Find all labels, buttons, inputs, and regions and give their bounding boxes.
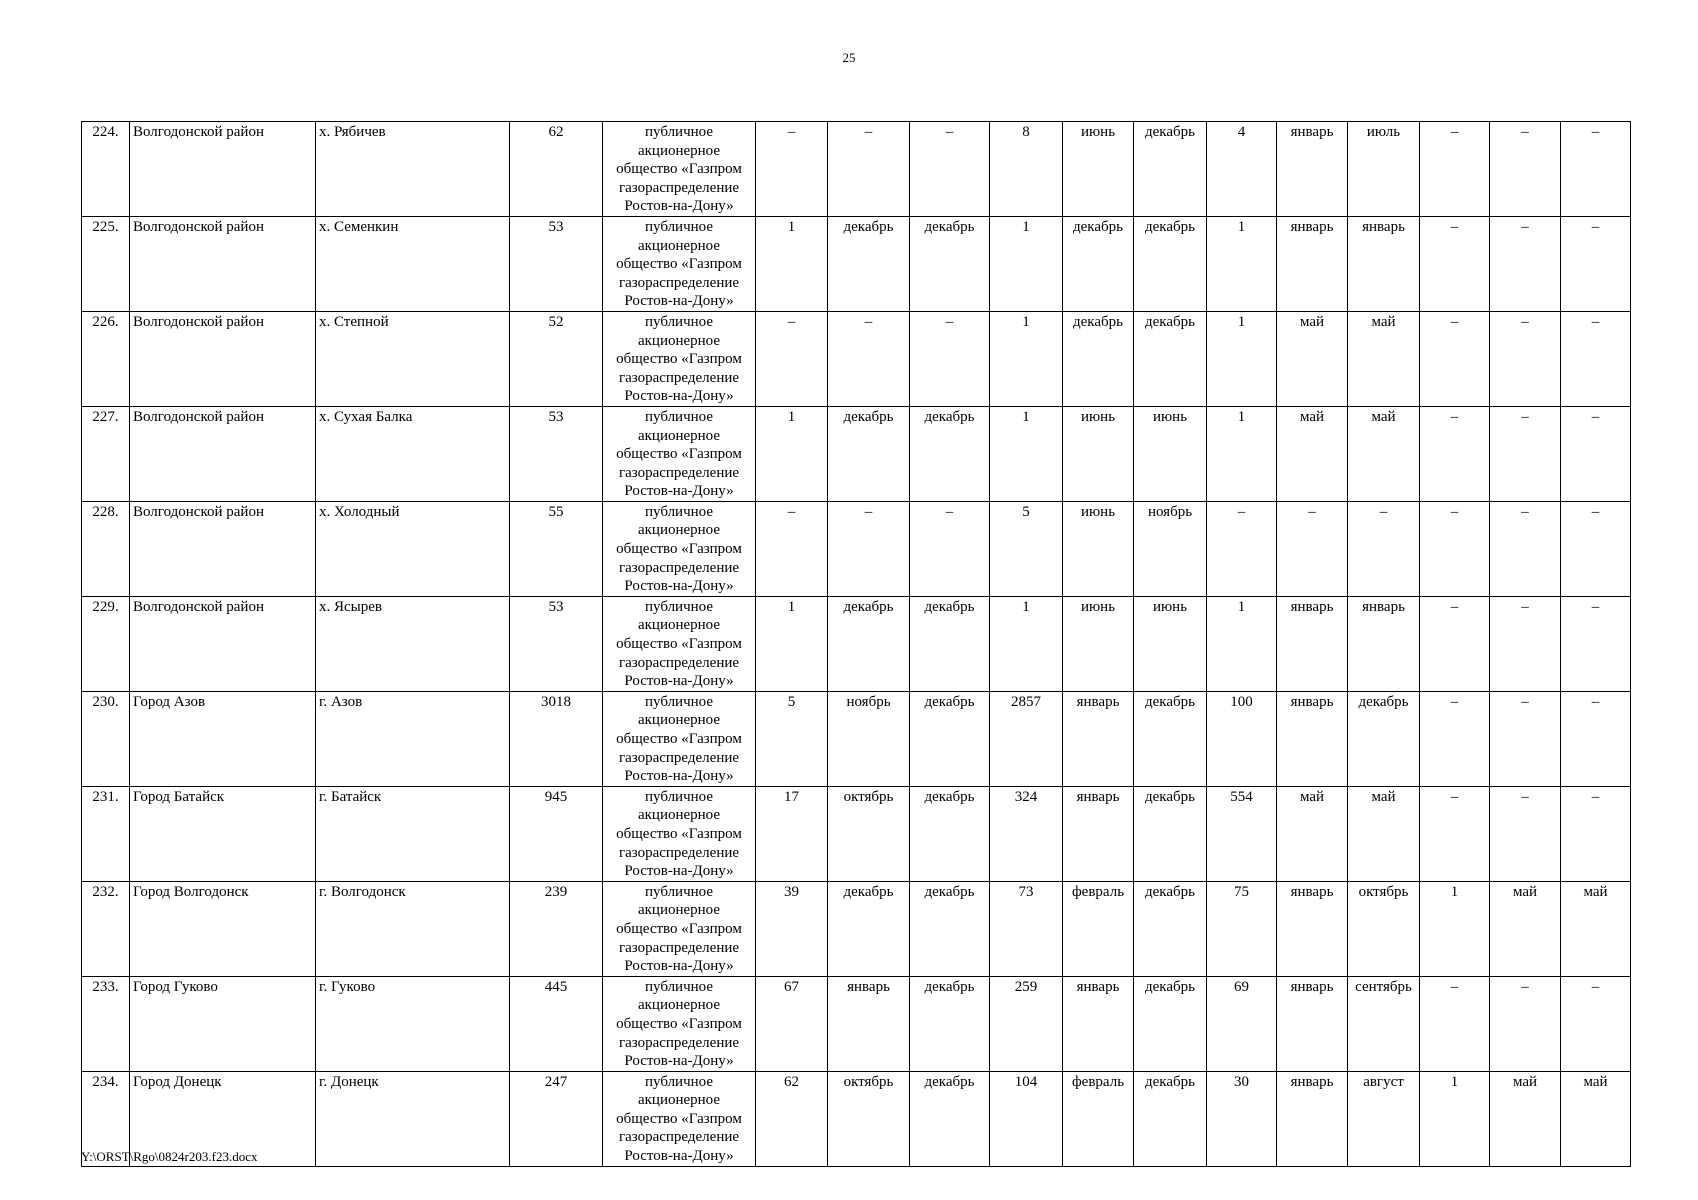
stage1-count-cell: 17 [756,786,828,881]
organization-cell: публичное акционерное общество «Газпром газораспределение Ростов-на-Дону» [603,311,756,406]
stage1-start-cell: декабрь [828,216,910,311]
stage3-start-cell: январь [1277,881,1348,976]
stage4-count-cell: – [1420,976,1490,1071]
file-path-footer: Y:\ORST\Rgo\0824r203.f23.docx [81,1149,258,1164]
stage3-count-cell: 1 [1207,406,1277,501]
stage3-end-cell: январь [1348,596,1420,691]
stage3-end-cell: май [1348,406,1420,501]
district-cell: Город Азов [130,691,316,786]
stage3-count-cell: 75 [1207,881,1277,976]
page-number: 25 [842,50,856,65]
stage2-count-cell: 324 [990,786,1063,881]
stage1-start-cell: октябрь [828,786,910,881]
stage3-end-cell: – [1348,501,1420,596]
stage2-count-cell: 1 [990,406,1063,501]
organization-cell: публичное акционерное общество «Газпром газораспределение Ростов-на-Дону» [603,122,756,217]
stage4-count-cell: – [1420,406,1490,501]
row-number-cell: 232. [82,881,130,976]
stage2-end-cell: июнь [1134,406,1207,501]
stage2-start-cell: февраль [1063,881,1134,976]
district-cell: Волгодонской район [130,311,316,406]
count-cell: 247 [510,1071,603,1166]
settlement-cell: х. Холодный [316,501,510,596]
table-row [82,406,1631,501]
stage1-end-cell: – [910,501,990,596]
stage4-end-cell: – [1561,216,1631,311]
row-number-cell: 231. [82,786,130,881]
stage1-count-cell: 62 [756,1071,828,1166]
stage1-end-cell: декабрь [910,596,990,691]
stage2-end-cell: ноябрь [1134,501,1207,596]
stage2-end-cell: декабрь [1134,311,1207,406]
stage3-end-cell: сентябрь [1348,976,1420,1071]
organization-cell: публичное акционерное общество «Газпром газораспределение Ростов-на-Дону» [603,1071,756,1166]
stage3-end-cell: май [1348,786,1420,881]
stage3-count-cell: 69 [1207,976,1277,1071]
stage4-end-cell: – [1561,501,1631,596]
stage3-count-cell: 1 [1207,216,1277,311]
stage3-end-cell: июль [1348,122,1420,217]
stage4-count-cell: – [1420,216,1490,311]
settlement-cell: х. Семенкин [316,216,510,311]
stage4-end-cell: – [1561,311,1631,406]
stage3-start-cell: январь [1277,1071,1348,1166]
stage3-end-cell: май [1348,311,1420,406]
district-cell: Волгодонской район [130,501,316,596]
settlement-cell: г. Волгодонск [316,881,510,976]
stage1-start-cell: октябрь [828,1071,910,1166]
stage4-end-cell: – [1561,786,1631,881]
stage2-count-cell: 1 [990,311,1063,406]
stage4-start-cell: – [1490,501,1561,596]
stage4-count-cell: 1 [1420,881,1490,976]
settlement-cell: г. Азов [316,691,510,786]
organization-cell: публичное акционерное общество «Газпром газораспределение Ростов-на-Дону» [603,501,756,596]
stage3-start-cell: январь [1277,691,1348,786]
stage3-count-cell: 554 [1207,786,1277,881]
stage3-start-cell: май [1277,786,1348,881]
stage2-end-cell: декабрь [1134,881,1207,976]
row-number-cell: 233. [82,976,130,1071]
count-cell: 62 [510,122,603,217]
stage2-end-cell: декабрь [1134,122,1207,217]
row-number-cell: 230. [82,691,130,786]
stage3-start-cell: январь [1277,216,1348,311]
stage4-start-cell: – [1490,122,1561,217]
stage3-end-cell: октябрь [1348,881,1420,976]
table-row [82,501,1631,596]
table-row [82,311,1631,406]
stage1-end-cell: декабрь [910,216,990,311]
stage2-count-cell: 1 [990,216,1063,311]
count-cell: 53 [510,406,603,501]
stage2-start-cell: июнь [1063,501,1134,596]
organization-cell: публичное акционерное общество «Газпром газораспределение Ростов-на-Дону» [603,976,756,1071]
stage4-count-cell: – [1420,122,1490,217]
count-cell: 239 [510,881,603,976]
stage3-end-cell: декабрь [1348,691,1420,786]
stage4-end-cell: – [1561,122,1631,217]
stage2-count-cell: 2857 [990,691,1063,786]
stage3-count-cell: 100 [1207,691,1277,786]
district-cell: Город Батайск [130,786,316,881]
stage1-count-cell: – [756,501,828,596]
count-cell: 3018 [510,691,603,786]
stage1-end-cell: декабрь [910,881,990,976]
count-cell: 53 [510,216,603,311]
district-cell: Волгодонской район [130,406,316,501]
stage4-start-cell: май [1490,1071,1561,1166]
row-number-cell: 228. [82,501,130,596]
district-cell: Волгодонской район [130,216,316,311]
stage2-start-cell: июнь [1063,596,1134,691]
stage1-end-cell: декабрь [910,976,990,1071]
stage4-end-cell: – [1561,691,1631,786]
stage2-end-cell: декабрь [1134,691,1207,786]
stage1-end-cell: декабрь [910,1071,990,1166]
row-number-cell: 225. [82,216,130,311]
row-number-cell: 224. [82,122,130,217]
count-cell: 445 [510,976,603,1071]
stage1-start-cell: – [828,501,910,596]
row-number-cell: 234. [82,1071,130,1166]
stage1-end-cell: декабрь [910,691,990,786]
stage1-count-cell: – [756,122,828,217]
stage1-end-cell: – [910,311,990,406]
settlement-cell: х. Ясырев [316,596,510,691]
stage3-count-cell: 30 [1207,1071,1277,1166]
stage2-end-cell: декабрь [1134,976,1207,1071]
stage2-start-cell: июнь [1063,406,1134,501]
stage4-count-cell: – [1420,596,1490,691]
stage3-count-cell: – [1207,501,1277,596]
table-row [82,596,1631,691]
stage4-count-cell: – [1420,501,1490,596]
stage3-start-cell: январь [1277,596,1348,691]
stage4-end-cell: май [1561,881,1631,976]
district-cell: Город Гуково [130,976,316,1071]
stage1-count-cell: 5 [756,691,828,786]
stage1-start-cell: декабрь [828,881,910,976]
district-cell: Город Волгодонск [130,881,316,976]
stage2-end-cell: декабрь [1134,1071,1207,1166]
stage3-start-cell: – [1277,501,1348,596]
stage1-count-cell: – [756,311,828,406]
stage1-count-cell: 1 [756,406,828,501]
stage3-count-cell: 1 [1207,596,1277,691]
stage2-start-cell: январь [1063,976,1134,1071]
stage4-end-cell: – [1561,596,1631,691]
stage4-start-cell: – [1490,976,1561,1071]
row-number-cell: 226. [82,311,130,406]
district-cell: Волгодонской район [130,122,316,217]
count-cell: 55 [510,501,603,596]
stage1-count-cell: 39 [756,881,828,976]
stage1-count-cell: 1 [756,596,828,691]
stage1-start-cell: декабрь [828,406,910,501]
table-row [82,122,1631,217]
stage1-end-cell: декабрь [910,786,990,881]
stage2-count-cell: 8 [990,122,1063,217]
stage4-count-cell: 1 [1420,1071,1490,1166]
stage1-start-cell: декабрь [828,596,910,691]
settlement-cell: г. Донецк [316,1071,510,1166]
stage4-count-cell: – [1420,786,1490,881]
stage4-start-cell: – [1490,216,1561,311]
stage1-end-cell: – [910,122,990,217]
organization-cell: публичное акционерное общество «Газпром газораспределение Ростов-на-Дону» [603,216,756,311]
stage3-end-cell: январь [1348,216,1420,311]
count-cell: 52 [510,311,603,406]
count-cell: 53 [510,596,603,691]
stage2-end-cell: июнь [1134,596,1207,691]
stage1-start-cell: – [828,311,910,406]
district-cell: Волгодонской район [130,596,316,691]
stage4-start-cell: – [1490,691,1561,786]
count-cell: 945 [510,786,603,881]
stage2-start-cell: декабрь [1063,311,1134,406]
stage2-count-cell: 104 [990,1071,1063,1166]
stage2-start-cell: декабрь [1063,216,1134,311]
stage3-start-cell: январь [1277,122,1348,217]
stage2-count-cell: 5 [990,501,1063,596]
stage4-end-cell: – [1561,976,1631,1071]
stage3-end-cell: август [1348,1071,1420,1166]
stage4-start-cell: – [1490,311,1561,406]
stage2-count-cell: 1 [990,596,1063,691]
table-row [82,216,1631,311]
stage1-count-cell: 67 [756,976,828,1071]
settlement-cell: г. Батайск [316,786,510,881]
stage4-start-cell: май [1490,881,1561,976]
stage1-end-cell: декабрь [910,406,990,501]
stage3-start-cell: январь [1277,976,1348,1071]
stage4-count-cell: – [1420,691,1490,786]
organization-cell: публичное акционерное общество «Газпром газораспределение Ростов-на-Дону» [603,406,756,501]
row-number-cell: 229. [82,596,130,691]
stage1-count-cell: 1 [756,216,828,311]
stage2-count-cell: 73 [990,881,1063,976]
stage1-start-cell: – [828,122,910,217]
settlement-cell: х. Сухая Балка [316,406,510,501]
row-number-cell: 227. [82,406,130,501]
stage4-start-cell: – [1490,406,1561,501]
settlement-cell: г. Гуково [316,976,510,1071]
table-row [82,1071,1631,1166]
stage4-end-cell: – [1561,406,1631,501]
stage2-end-cell: декабрь [1134,216,1207,311]
organization-cell: публичное акционерное общество «Газпром газораспределение Ростов-на-Дону» [603,691,756,786]
table-row [82,786,1631,881]
organization-cell: публичное акционерное общество «Газпром газораспределение Ростов-на-Дону» [603,881,756,976]
table-row [82,691,1631,786]
stage4-start-cell: – [1490,786,1561,881]
stage4-start-cell: – [1490,596,1561,691]
stage4-end-cell: май [1561,1071,1631,1166]
settlement-cell: х. Рябичев [316,122,510,217]
stage3-count-cell: 1 [1207,311,1277,406]
table-row [82,976,1631,1071]
district-cell: Город Донецк [130,1071,316,1166]
stage2-start-cell: июнь [1063,122,1134,217]
table-row [82,881,1631,976]
stage3-start-cell: май [1277,406,1348,501]
stage1-start-cell: январь [828,976,910,1071]
stage2-start-cell: январь [1063,786,1134,881]
stage1-start-cell: ноябрь [828,691,910,786]
stage2-start-cell: январь [1063,691,1134,786]
stage2-count-cell: 259 [990,976,1063,1071]
stage2-end-cell: декабрь [1134,786,1207,881]
gasification-schedule-table [81,121,1631,1167]
organization-cell: публичное акционерное общество «Газпром газораспределение Ростов-на-Дону» [603,786,756,881]
stage3-start-cell: май [1277,311,1348,406]
settlement-cell: х. Степной [316,311,510,406]
stage4-count-cell: – [1420,311,1490,406]
table-body [82,122,1631,1167]
stage2-start-cell: февраль [1063,1071,1134,1166]
stage3-count-cell: 4 [1207,122,1277,217]
organization-cell: публичное акционерное общество «Газпром газораспределение Ростов-на-Дону» [603,596,756,691]
